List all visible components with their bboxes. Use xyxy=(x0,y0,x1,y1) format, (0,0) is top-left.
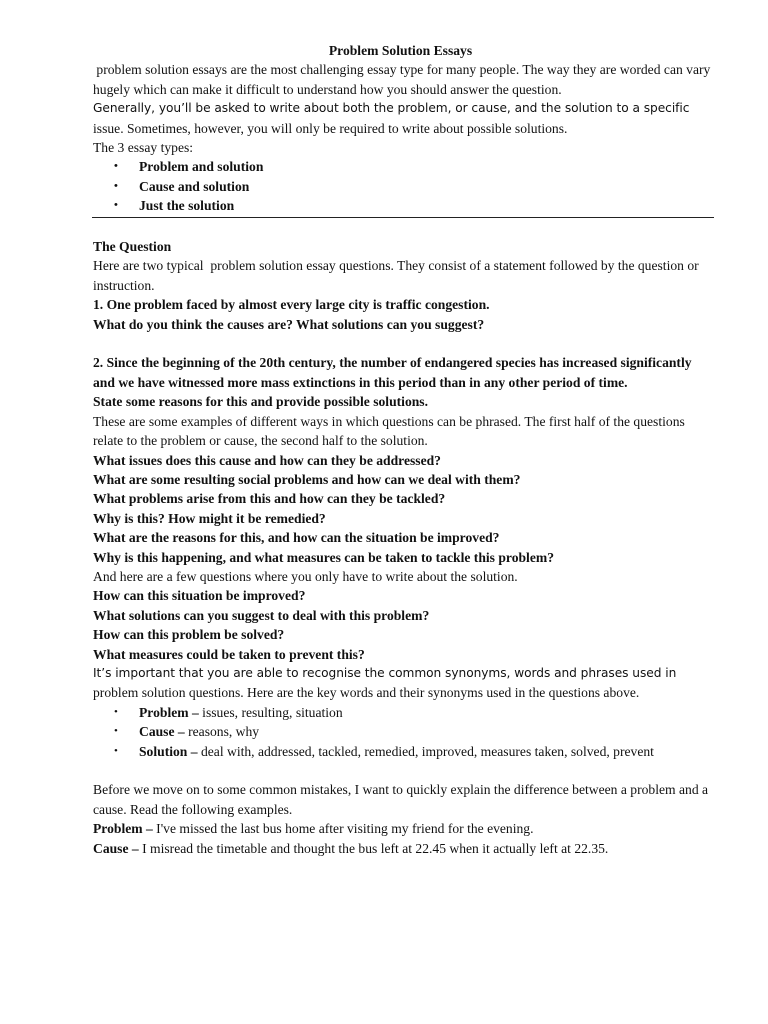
question-2-prompt: State some reasons for this and provide possible solutions. xyxy=(93,394,428,410)
synonym-text: issues, resulting, situation xyxy=(198,704,343,720)
example-problem xyxy=(93,819,712,838)
question-1-prompt: What do you think the causes are? What solutions can you suggest? xyxy=(93,316,485,332)
solution-question: How can this problem be solved? xyxy=(93,627,285,643)
question-intro: Here are two typical problem solution essay questions. They consist of a statement followed by the question or instruction. xyxy=(93,258,703,293)
solution-question: How can this situation be improved? xyxy=(93,588,306,604)
example-cause xyxy=(93,839,712,858)
synonyms-list xyxy=(93,703,712,761)
question-1-statement: 1. One problem faced by almost every large city is traffic congestion. xyxy=(93,297,490,313)
solution-question: What measures could be taken to prevent this? xyxy=(93,646,365,662)
intro-paragraph: problem solution essays are the most challenging essay type for many people. The way they are worded can vary hugely which can make it difficult to understand how you should answer the question. xyxy=(93,62,714,97)
synonyms-intro-continued: problem solution questions. Here are the key words and their synonyms used in the questions above. xyxy=(93,685,640,701)
example-term: Cause – xyxy=(93,840,139,856)
example-text: I misread the timetable and thought the bus left at 22.45 when it actually left at 22.35. xyxy=(138,840,609,856)
example-question: What issues does this cause and how can they be addressed? xyxy=(93,452,441,468)
question-2-statement: 2. Since the beginning of the 20th century, the number of endangered species has increased significantly and we have witnessed more mass extinctions in this period than in any other period of time. xyxy=(93,355,692,390)
synonym-term: Cause – xyxy=(139,724,185,740)
list-item: • Cause and solution xyxy=(93,177,712,196)
example-question: What problems arise from this and how can they be tackled? xyxy=(93,491,446,507)
list-item xyxy=(93,742,712,761)
synonym-term: Problem – xyxy=(139,704,199,720)
example-question: Why is this? How might it be remedied? xyxy=(93,510,326,526)
list-item xyxy=(93,703,712,722)
page-title: Problem Solution Essays xyxy=(328,43,473,58)
essay-types-list xyxy=(93,157,712,215)
difference-intro: Before we move on to some common mistakes, I want to quickly explain the difference between a problem and a cause. Read the following examples. xyxy=(93,782,709,817)
solution-question: What solutions can you suggest to deal with this problem? xyxy=(93,607,430,623)
synonym-term: Solution – xyxy=(139,743,198,759)
essay-types-label: The 3 essay types: xyxy=(93,140,194,156)
intro-issue-line: issue. Sometimes, however, you will only be required to write about possible solutions. xyxy=(93,120,568,136)
example-question: Why is this happening, and what measures can be taken to tackle this problem? xyxy=(93,549,554,565)
list-item xyxy=(93,722,712,741)
synonym-text: reasons, why xyxy=(184,724,260,740)
example-term: Problem – xyxy=(93,821,153,837)
example-question: What are the reasons for this, and how can the situation be improved? xyxy=(93,530,500,546)
list-item: • Problem and solution xyxy=(93,157,712,176)
list-item: • Just the solution xyxy=(93,196,712,215)
intro-generally-line: Generally, you’ll be asked to write about both the problem, or cause, and the solution to a specific xyxy=(93,101,690,116)
synonym-text: deal with, addressed, tackled, remedied, improved, measures taken, solved, prevent xyxy=(197,743,654,759)
synonyms-intro-line: It’s important that you are able to recognise the common synonyms, words and phrases used in xyxy=(93,665,677,680)
example-text: I've missed the last bus home after visiting my friend for the evening. xyxy=(152,821,534,837)
example-question: What are some resulting social problems and how can we deal with them? xyxy=(93,471,521,487)
examples-intro: These are some examples of different ways in which questions can be phrased. The first half of the questions relate to the problem or cause, the second half to the solution. xyxy=(93,413,685,449)
solution-intro: And here are a few questions where you only have to write about the solution. xyxy=(93,568,518,584)
section-heading-question: The Question xyxy=(93,239,172,255)
